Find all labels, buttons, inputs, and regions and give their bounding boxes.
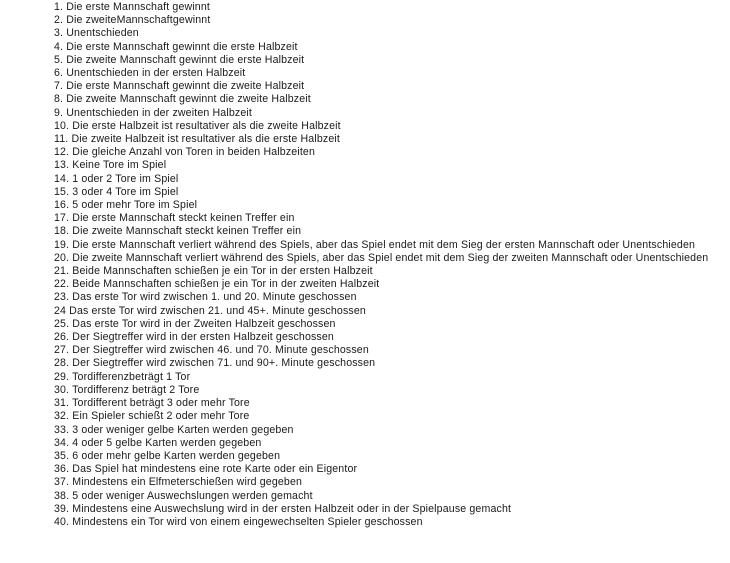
- list-item-6: 6. Unentschieden in der ersten Halbzeit: [54, 67, 246, 80]
- list-item-30: 30. Tordifferenz beträgt 2 Tore: [54, 383, 200, 396]
- list-item-11: 11. Die zweite Halbzeit ist resultativer als die erste Halbzeit: [54, 133, 340, 146]
- list-item-36: 36. Das Spiel hat mindestens eine rote Karte oder ein Eigentor: [54, 463, 358, 476]
- list-item-38: 38. 5 oder weniger Auswechslungen werden gemacht: [54, 489, 313, 502]
- list-item-33: 33. 3 oder weniger gelbe Karten werden gegeben: [54, 423, 294, 436]
- list-item-25: 25. Das erste Tor wird in der Zweiten Halbzeit geschossen: [54, 317, 336, 330]
- list-item-35: 35. 6 oder mehr gelbe Karten werden gegeben: [54, 449, 281, 462]
- list-item-31: 31. Tordifferent beträgt 3 oder mehr Tore: [54, 397, 250, 410]
- bet-options-list: [54, 1, 724, 529]
- list-item-1: 1. Die erste Mannschaft gewinnt: [54, 1, 210, 13]
- list-item-39: 39. Mindestens eine Auswechslung wird in der ersten Halbzeit oder in der Spielpause gemacht: [54, 502, 512, 515]
- list-item-5: 5. Die zweite Mannschaft gewinnt die erste Halbzeit: [54, 53, 305, 66]
- list-item-26: 26. Der Siegtreffer wird in der ersten Halbzeit geschossen: [54, 331, 334, 344]
- list-item-32: 32. Ein Spieler schießt 2 oder mehr Tore: [54, 410, 250, 423]
- list-item-15: 15. 3 oder 4 Tore im Spiel: [54, 185, 179, 198]
- list-item-24: 24 Das erste Tor wird zwischen 21. und 45+. Minute geschossen: [54, 304, 366, 317]
- list-item-7: 7. Die erste Mannschaft gewinnt die zweite Halbzeit: [54, 80, 305, 93]
- list-item-23: 23. Das erste Tor wird zwischen 1. und 20. Minute geschossen: [54, 291, 357, 304]
- list-item-19: 19. Die erste Mannschaft verliert während des Spiels, aber das Spiel endet mit dem Sieg der ersten Mannschaft oder Unentschieden: [54, 238, 696, 251]
- list-item-21: 21. Beide Mannschaften schießen je ein Tor in der ersten Halbzeit: [54, 265, 373, 278]
- list-item-4: 4. Die erste Mannschaft gewinnt die erste Halbzeit: [54, 40, 298, 53]
- list-item-8: 8. Die zweite Mannschaft gewinnt die zweite Halbzeit: [54, 93, 311, 106]
- list-item-37: 37. Mindestens ein Elfmeterschießen wird gegeben: [54, 476, 303, 489]
- list-item-2: 2. Die zweiteMannschaftgewinnt: [54, 14, 211, 27]
- list-item-20: 20. Die zweite Mannschaft verliert während des Spiels, aber das Spiel endet mit dem Sieg der zweiten Mannschaft oder Unentschieden: [54, 251, 709, 264]
- list-item-27: 27. Der Siegtreffer wird zwischen 46. und 70. Minute geschossen: [54, 344, 369, 357]
- list-item-40: 40. Mindestens ein Tor wird von einem eingewechselten Spieler geschossen: [54, 515, 423, 528]
- list-item-3: 3. Unentschieden: [54, 27, 139, 40]
- list-item-22: 22. Beide Mannschaften schießen je ein Tor in der zweiten Halbzeit: [54, 278, 380, 291]
- list-item-18: 18. Die zweite Mannschaft steckt keinen Treffer ein: [54, 225, 302, 238]
- list-item-12: 12. Die gleiche Anzahl von Toren in beiden Halbzeiten: [54, 146, 315, 159]
- list-item-10: 10. Die erste Halbzeit ist resultativer als die zweite Halbzeit: [54, 119, 341, 132]
- list-item-28: 28. Der Siegtreffer wird zwischen 71. und 90+. Minute geschossen: [54, 357, 376, 370]
- list-item-29: 29. Tordifferenzbeträgt 1 Tor: [54, 370, 191, 383]
- list-item-34: 34. 4 oder 5 gelbe Karten werden gegeben: [54, 436, 262, 449]
- list-item-9: 9. Unentschieden in der zweiten Halbzeit: [54, 106, 252, 119]
- list-item-14: 14. 1 oder 2 Tore im Spiel: [54, 172, 179, 185]
- list-item-17: 17. Die erste Mannschaft steckt keinen Treffer ein: [54, 212, 295, 225]
- list-item-16: 16. 5 oder mehr Tore im Spiel: [54, 199, 198, 212]
- list-item-13: 13. Keine Tore im Spiel: [54, 159, 167, 172]
